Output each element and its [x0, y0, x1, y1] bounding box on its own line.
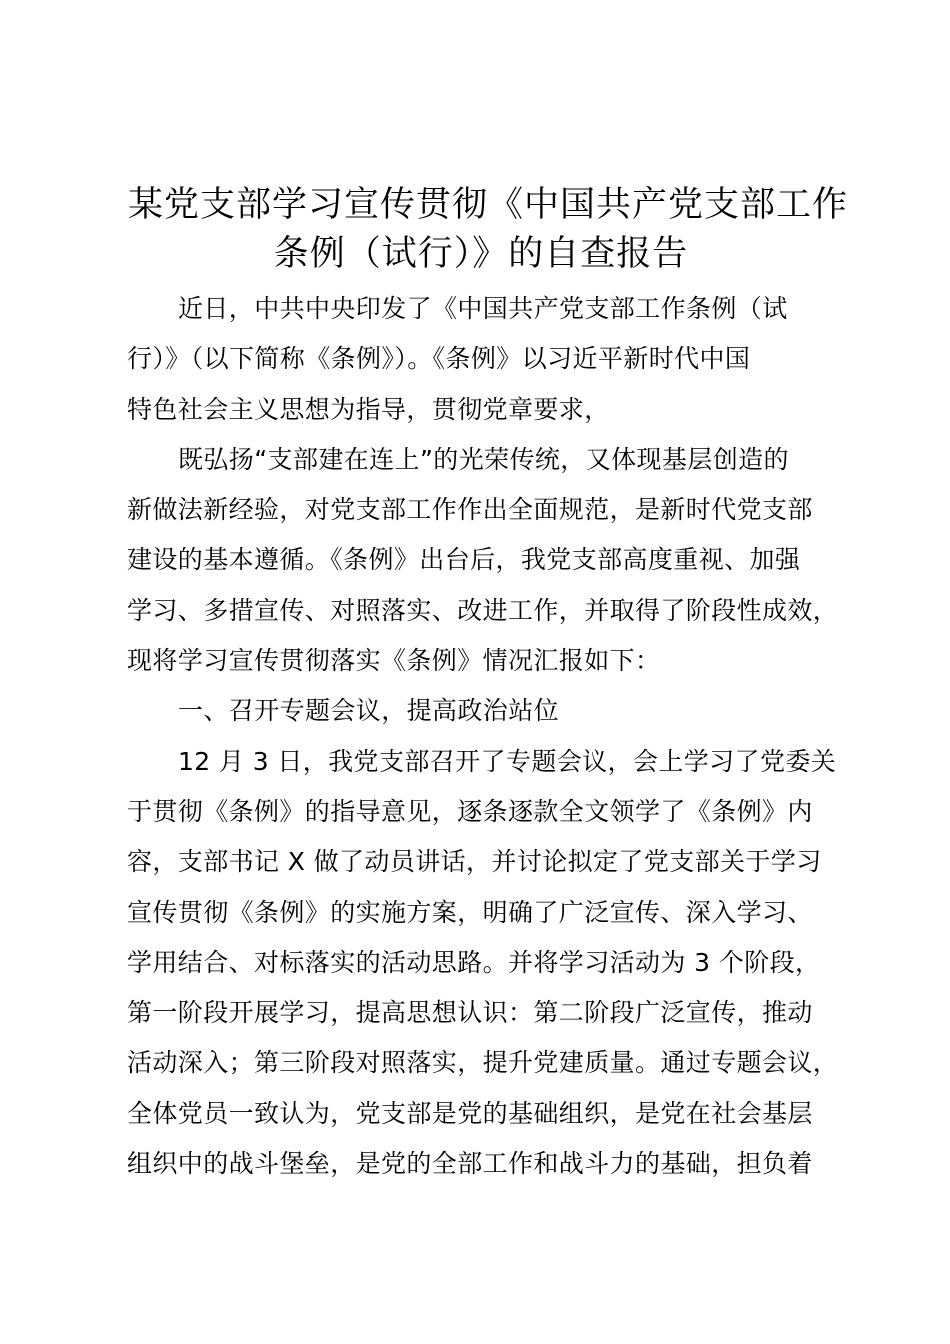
paragraph-line: 现将学习宣传贯彻落实《条例》情况汇报如下： — [127, 646, 661, 676]
paragraph-line: 第一阶段开展学习，提高思想认识：第二阶段广泛宣传，推动 — [127, 998, 813, 1028]
paragraph-line: 特色社会主义思想为指导，贯彻党章要求， — [127, 394, 610, 424]
paragraph-line: 宣传贯彻《条例》的实施方案，明确了广泛宣传、深入学习、 — [127, 897, 813, 927]
paragraph-line: 组织中的战斗堡垒，是党的全部工作和战斗力的基础，担负着 — [127, 1149, 813, 1179]
paragraph-line: 近日，中共中央印发了《中国共产党支部工作条例（试 — [178, 294, 788, 323]
paragraph-line: 建设的基本遵循。《条例》出台后，我党支部高度重视、加强 — [127, 545, 801, 575]
paragraph-line: 学用结合、对标落实的活动思路。并将学习活动为 3 个阶段， — [127, 947, 821, 977]
paragraph-line: 既弘扬“支部建在连上”的光荣传统，又体现基层创造的 — [178, 444, 789, 474]
paragraph-line: 行）》（以下简称《条例》）。《条例》以习近平新时代中国 — [127, 344, 751, 374]
paragraph-line: 学习、多措宣传、对照落实、改进工作，并取得了阶段性成效， — [127, 595, 839, 625]
title-line-1: 某党支部学习宣传贯彻《中国共产党支部工作 — [128, 185, 849, 225]
section-heading: 一、召开专题会议，提高政治站位 — [178, 696, 560, 726]
paragraph-line: 新做法新经验，对党支部工作作出全面规范，是新时代党支部 — [127, 495, 813, 525]
document-title — [118, 181, 849, 279]
document-body — [127, 284, 843, 1189]
title-line-2: 条例（试行）》的自查报告 — [273, 234, 689, 274]
paragraph-line: 活动深入；第三阶段对照落实，提升党建质量。通过专题会议， — [127, 1048, 839, 1078]
paragraph-line: 全体党员一致认为，党支部是党的基础组织，是党在社会基层 — [127, 1098, 813, 1128]
paragraph-line: 容，支部书记 X 做了动员讲话，并讨论拟定了党支部关于学习 — [127, 847, 822, 877]
paragraph-line: 12 月 3 日，我党支部召开了专题会议，会上学习了党委关 — [178, 746, 837, 776]
paragraph-line: 于贯彻《条例》的指导意见，逐条逐款全文领学了《条例》内 — [127, 796, 813, 826]
